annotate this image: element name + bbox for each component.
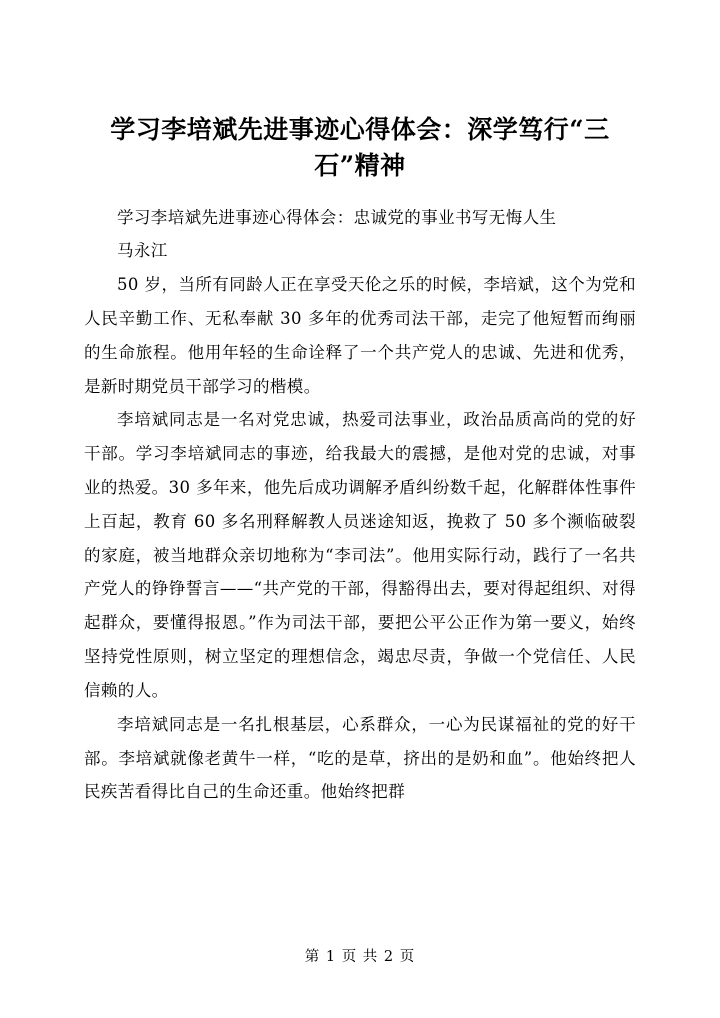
document-subtitle: 学习李培斌先进事迹心得体会：忠诚党的事业书写无悔人生	[117, 207, 557, 227]
document-body	[84, 268, 636, 809]
paragraph-1: 50 岁，当所有同龄人正在享受天伦之乐的时候，李培斌，这个为党和人民辛勤工作、无私奉献 30 多年的优秀司法干部，走完了他短暂而绚丽的生命旅程。他用年轻的生命诠释了一个共产党人的忠诚、先进和优秀，是新时期党员干部学习的楷模。	[84, 275, 636, 396]
page-title: 学习李培斌先进事迹心得体会：深学笃行“三石”精神	[110, 115, 610, 181]
paragraph-3: 李培斌同志是一名扎根基层，心系群众，一心为民谋福祉的党的好干部。李培斌就像老黄牛一样，“吃的是草，挤出的是奶和血”。他始终把人民疾苦看得比自己的生命还重。他始终把群	[84, 714, 636, 802]
document-author: 马永江	[117, 241, 168, 261]
page-footer: 第 1 页 共 2 页	[304, 949, 416, 965]
subtitle-block	[84, 201, 636, 269]
paragraph-2: 李培斌同志是一名对党忠诚，热爱司法事业，政治品质高尚的党的好干部。学习李培斌同志的事迹，给我最大的震撼，是他对党的忠诚，对事业的热爱。30 多年来，他先后成功调解矛盾纠纷数千起，化解群体性事件上百起，教育 60 多名刑释解教人员迷途知返，挽救了 50 多个濒临破裂的家庭，被当地群众亲切地称为“李司法”。他用实际行动，践行了一名共产党人的铮铮誓言——“共产党的干部，得豁得出去，要对得起组织、对得起群众，要懂得报恩。”作为司法干部，要把公平公正作为第一要义，始终坚持党性原则，树立坚定的理想信念，竭忠尽责，争做一个党信任、人民信赖的人。	[84, 410, 636, 700]
